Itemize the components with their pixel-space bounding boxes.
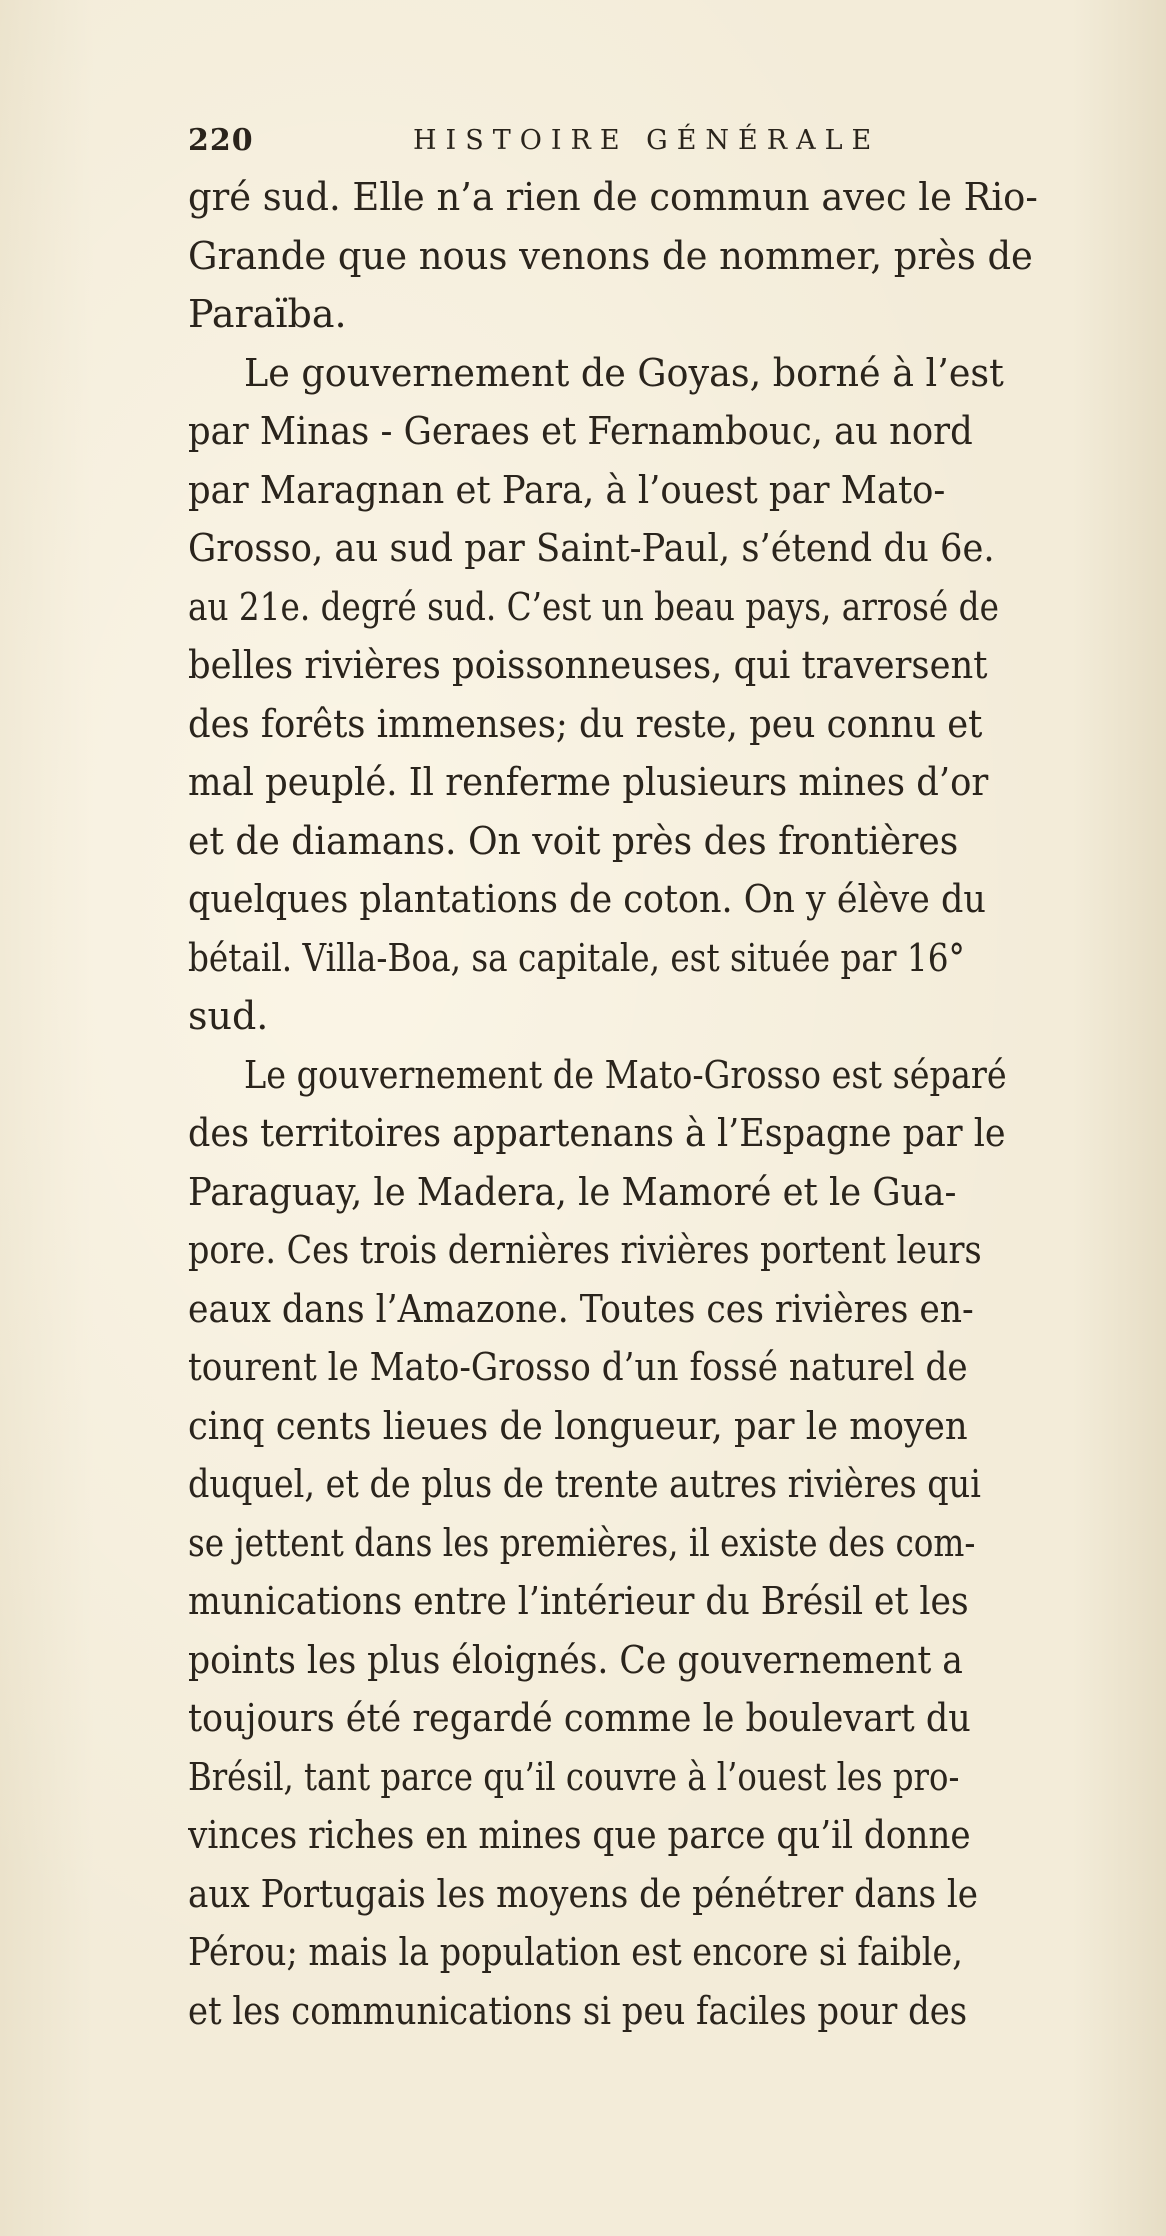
text-line <box>188 812 1158 871</box>
text-line-content: gré sud. Elle n’a rien de commun avec le Rio- <box>188 175 1038 219</box>
text-line-content: Paraguay, le Madera, le Mamoré et le Gua- <box>188 1169 957 1214</box>
text-line <box>188 402 1158 461</box>
text-line <box>188 1806 1158 1865</box>
text-line <box>188 929 1158 988</box>
text-line <box>188 227 1158 286</box>
text-line <box>188 344 1158 403</box>
text-line <box>188 1280 1158 1339</box>
text-line-content: munications entre l’intérieur du Brésil et les <box>188 1579 969 1623</box>
text-line-content: eaux dans l’Amazone. Toutes ces rivières en- <box>188 1286 974 1331</box>
text-line <box>188 1982 1158 2041</box>
text-line <box>188 1046 1158 1105</box>
text-line <box>188 519 1158 578</box>
text-line <box>188 1689 1158 1748</box>
text-line-content: Le gouvernement de Goyas, borné à l’est <box>244 350 1004 395</box>
text-line <box>188 1221 1158 1280</box>
text-line <box>188 1455 1158 1514</box>
text-line-content: Pérou; mais la population est encore si faible, <box>188 1930 963 1974</box>
text-line <box>188 870 1158 929</box>
text-line <box>188 578 1158 637</box>
text-line <box>188 695 1158 754</box>
text-line-content: par Minas - Geraes et Fernambouc, au nord <box>188 409 973 453</box>
text-line <box>188 636 1158 695</box>
text-line-content: et les communications si peu faciles pour des <box>188 1988 968 2033</box>
text-line <box>188 1397 1158 1456</box>
text-line-content: se jettent dans les premières, il existe des com- <box>188 1520 976 1565</box>
text-line <box>188 1631 1158 1690</box>
text-line <box>188 461 1158 520</box>
text-line <box>188 1748 1158 1807</box>
text-line <box>188 753 1158 812</box>
text-line-content: pore. Ces trois dernières rivières portent leurs <box>188 1228 982 1272</box>
text-line-content: toujours été regardé comme le boulevart du <box>188 1696 971 1740</box>
text-line-content: Brésil, tant parce qu’il couvre à l’ouest les pro- <box>188 1754 960 1799</box>
text-line-content: et de diamans. On voit près des frontières <box>188 818 959 863</box>
text-line-content: cinq cents lieues de longueur, par le moyen <box>188 1403 968 1448</box>
text-line-content: bétail. Villa-Boa, sa capitale, est située par 16° <box>188 935 965 980</box>
text-line <box>188 1865 1158 1924</box>
text-line-content: sud. <box>188 994 269 1038</box>
text-line-content: quelques plantations de coton. On y élève du <box>188 877 986 921</box>
text-line-content: Grande que nous venons de nommer, près de <box>188 233 1033 278</box>
text-line <box>188 1104 1158 1163</box>
text-line-content: aux Portugais les moyens de pénétrer dans le <box>188 1871 979 1916</box>
running-title: HISTOIRE GÉNÉRALE <box>413 124 881 156</box>
text-line <box>188 1572 1158 1631</box>
text-line-content: mal peuplé. Il renferme plusieurs mines d’or <box>188 760 989 804</box>
text-line <box>188 987 1158 1046</box>
text-line-content: vinces riches en mines que parce qu’il donne <box>188 1813 971 1857</box>
text-line-content: Paraïba. <box>188 292 347 336</box>
body-text <box>188 168 1158 2040</box>
text-line-content: par Maragnan et Para, à l’ouest par Mato- <box>188 467 946 512</box>
text-line-content: points les plus éloignés. Ce gouvernement a <box>188 1637 963 1682</box>
text-line-content: duquel, et de plus de trente autres rivières qui <box>188 1462 981 1506</box>
text-line <box>188 1338 1158 1397</box>
text-line <box>188 1923 1158 1982</box>
text-line-content: des territoires appartenans à l’Espagne par le <box>188 1111 1006 1155</box>
text-line-content: au 21e. degré sud. C’est un beau pays, arrosé de <box>188 584 999 629</box>
text-line <box>188 1514 1158 1573</box>
page-number: 220 <box>188 122 254 158</box>
page-header <box>188 118 968 162</box>
text-line <box>188 168 1158 227</box>
text-line-content: tourent le Mato-Grosso d’un fossé naturel de <box>188 1345 968 1389</box>
text-line-content: belles rivières poissonneuses, qui traversent <box>188 643 988 687</box>
text-line-content: Grosso, au sud par Saint-Paul, s’étend du 6e. <box>188 526 995 570</box>
text-line <box>188 285 1158 344</box>
text-line-content: Le gouvernement de Mato-Grosso est séparé <box>244 1052 1007 1097</box>
text-line-content: des forêts immenses; du reste, peu connu et <box>188 701 983 746</box>
text-line <box>188 1163 1158 1222</box>
